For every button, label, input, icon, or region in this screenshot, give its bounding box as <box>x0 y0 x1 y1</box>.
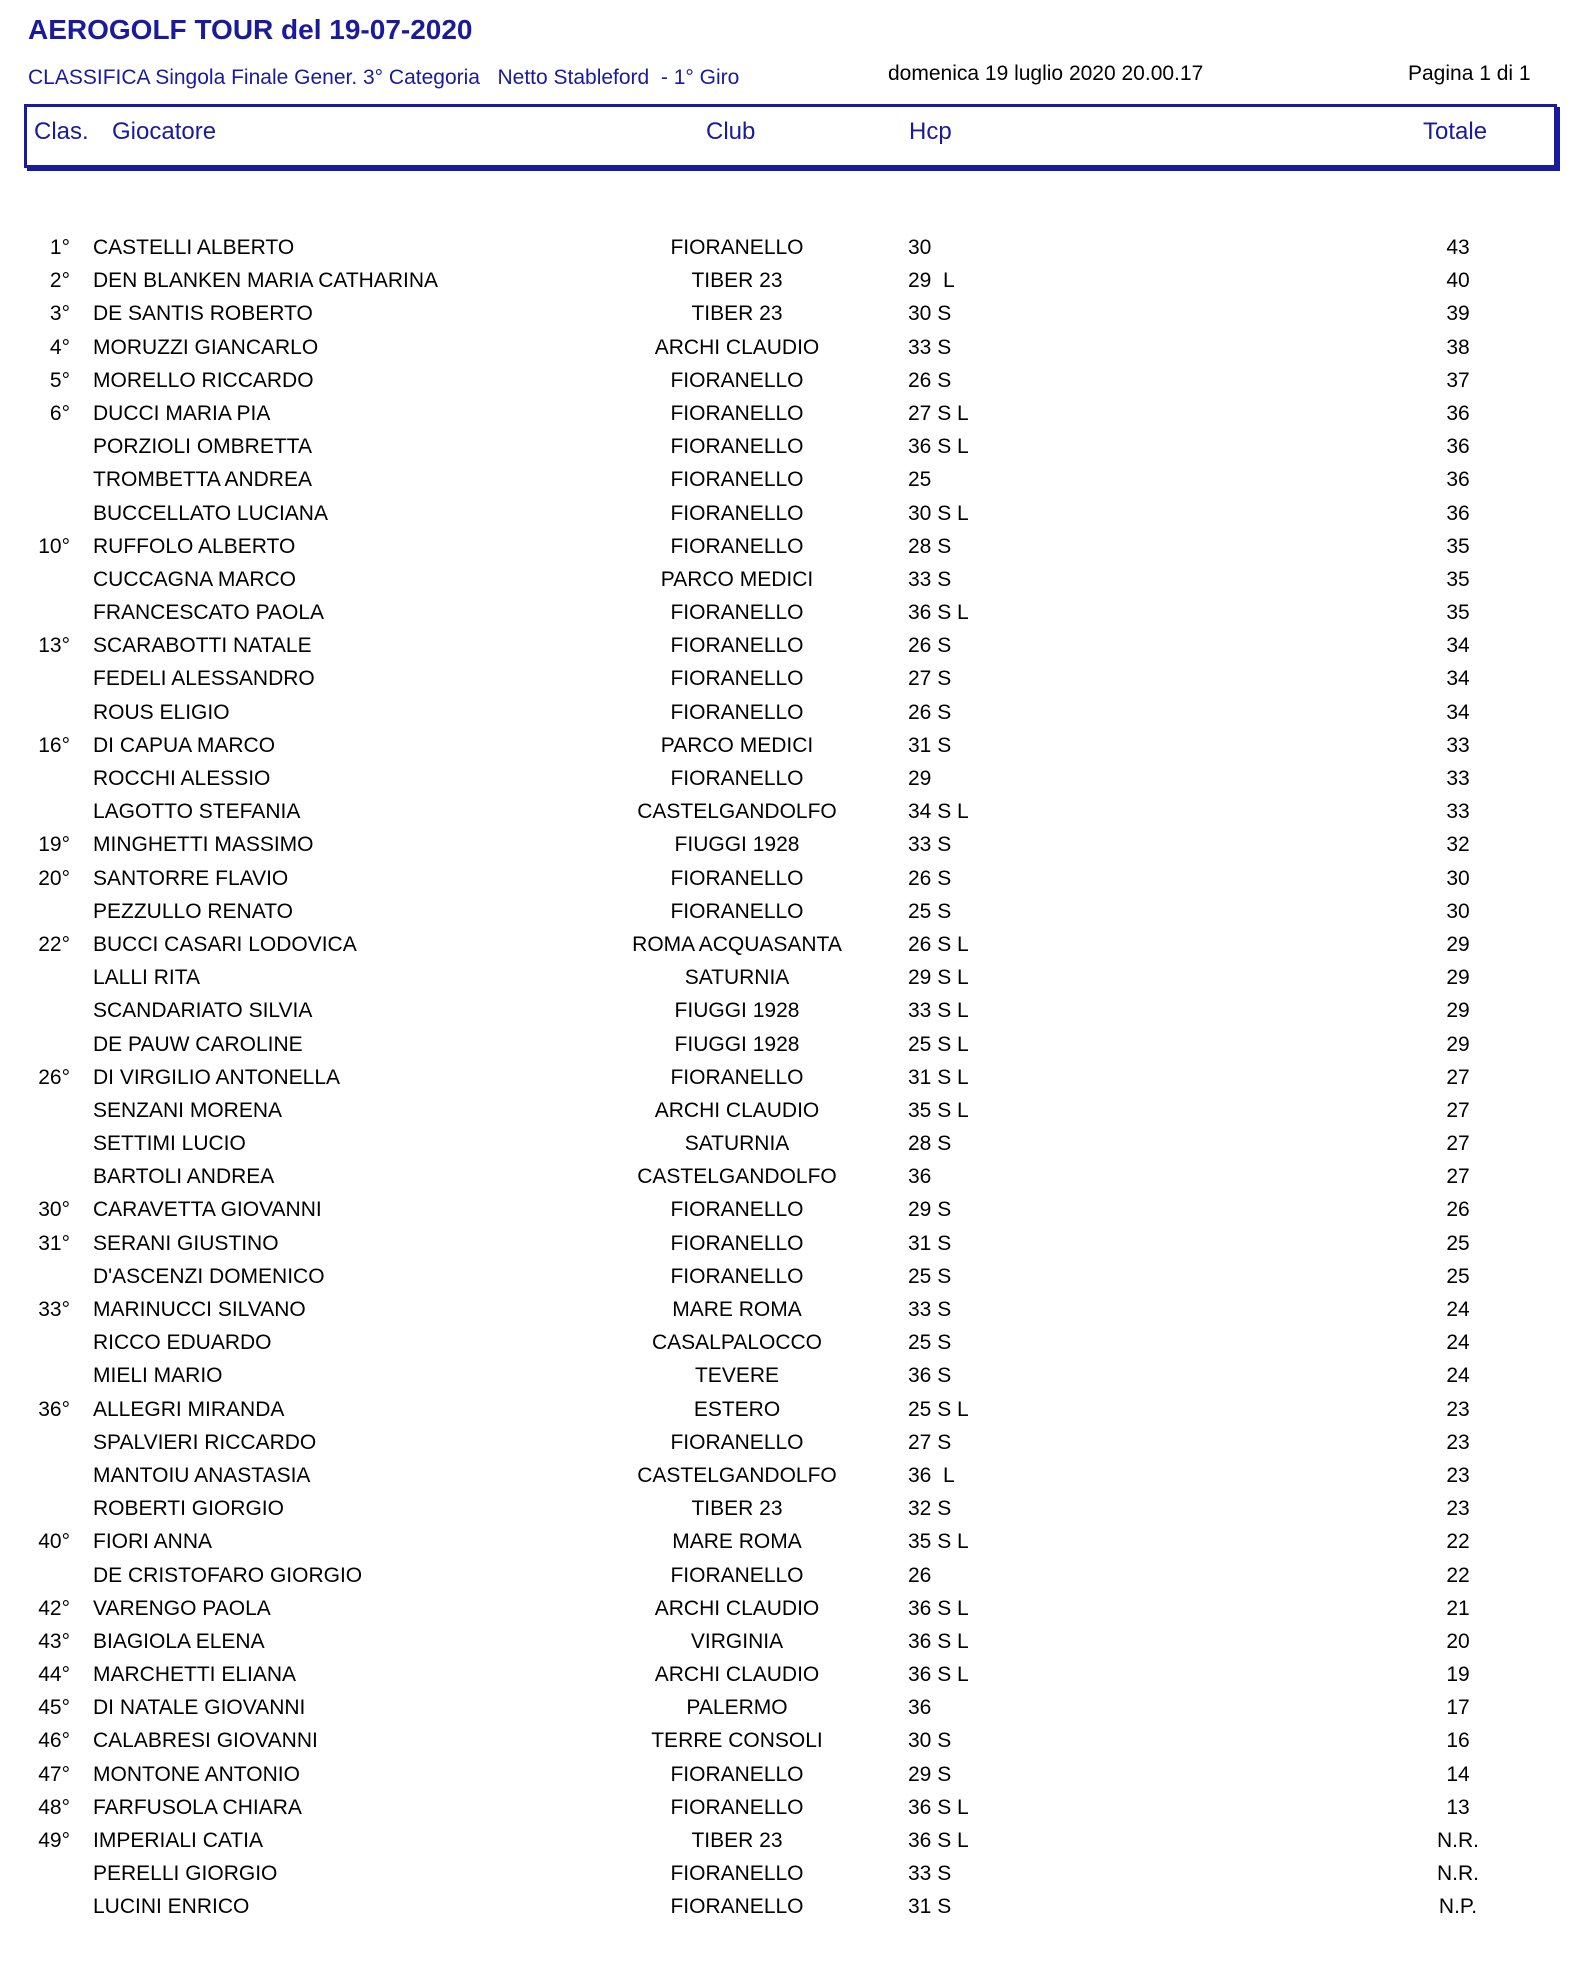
table-row <box>0 896 1579 929</box>
total-cell: 29 <box>1446 999 1470 1023</box>
player-name-cell: ALLEGRI MIRANDA <box>93 1397 285 1421</box>
hcp-cell: 26 S L <box>908 932 969 956</box>
club-cell: ROMA ACQUASANTA <box>632 932 842 956</box>
rank-cell: 13° <box>38 634 70 658</box>
player-name-cell: DE PAUW CAROLINE <box>93 1032 303 1056</box>
player-name-cell: RICCO EDUARDO <box>93 1331 272 1355</box>
total-cell: 38 <box>1446 335 1470 359</box>
total-cell: 24 <box>1446 1331 1470 1355</box>
rank-cell: 6° <box>49 401 70 425</box>
table-row <box>0 1792 1579 1825</box>
club-cell: ESTERO <box>693 1397 781 1421</box>
table-row <box>0 697 1579 730</box>
total-cell: 36 <box>1446 468 1470 492</box>
hcp-cell: 36 S <box>908 1364 952 1388</box>
player-name-cell: RUFFOLO ALBERTO <box>93 534 296 558</box>
player-name-cell: MIELI MARIO <box>93 1364 223 1388</box>
table-row <box>0 1128 1579 1161</box>
rank-cell: 42° <box>38 1596 70 1620</box>
table-row <box>0 1360 1579 1393</box>
total-cell: 29 <box>1446 1032 1470 1056</box>
club-cell: MARE ROMA <box>672 1530 802 1554</box>
hcp-cell: 28 S <box>908 534 952 558</box>
hcp-cell: 30 <box>908 236 932 259</box>
table-row <box>0 332 1579 365</box>
hcp-cell: 36 S L <box>908 1663 969 1687</box>
total-cell: 34 <box>1446 667 1470 691</box>
table-row <box>0 265 1579 298</box>
club-cell: SATURNIA <box>684 1132 790 1156</box>
player-name-cell: DUCCI MARIA PIA <box>93 401 271 425</box>
club-cell: FIORANELLO <box>670 866 804 890</box>
club-cell: FIORANELLO <box>670 435 804 459</box>
player-name-cell: FRANCESCATO PAOLA <box>93 601 325 625</box>
club-cell: FIORANELLO <box>670 401 804 425</box>
hcp-cell: 36 S L <box>908 1629 969 1653</box>
hcp-cell: 25 S <box>908 899 952 923</box>
table-row <box>0 1626 1579 1659</box>
column-header-box <box>24 104 1557 168</box>
club-cell: FIORANELLO <box>670 767 804 790</box>
player-name-cell: ROBERTI GIORGIO <box>93 1497 284 1521</box>
table-row <box>0 1493 1579 1526</box>
table-row <box>0 1161 1579 1194</box>
hcp-cell: 33 S <box>908 335 952 359</box>
player-name-cell: BUCCELLATO LUCIANA <box>93 501 328 525</box>
hcp-cell: 36 S L <box>908 1795 969 1819</box>
player-name-cell: MONTONE ANTONIO <box>93 1762 300 1786</box>
player-name-cell: PERELLI GIORGIO <box>93 1862 278 1886</box>
club-cell: ARCHI CLAUDIO <box>654 1098 820 1122</box>
player-name-cell: D'ASCENZI DOMENICO <box>93 1264 325 1288</box>
table-row <box>0 1062 1579 1095</box>
table-row <box>0 398 1579 431</box>
table-row <box>0 1659 1579 1692</box>
hcp-cell: 34 S L <box>908 800 969 824</box>
player-name-cell: SETTIMI LUCIO <box>93 1132 246 1156</box>
table-row <box>0 1725 1579 1758</box>
table-row <box>0 1460 1579 1493</box>
table-row <box>0 962 1579 995</box>
player-name-cell: IMPERIALI CATIA <box>93 1829 263 1852</box>
total-cell: 40 <box>1446 269 1470 293</box>
rank-cell: 19° <box>38 833 70 857</box>
hcp-cell: 36 S L <box>908 601 969 625</box>
player-name-cell: MARCHETTI ELIANA <box>93 1663 297 1687</box>
total-cell: 34 <box>1446 634 1470 658</box>
hcp-cell: 33 S L <box>908 999 969 1023</box>
hcp-cell: 26 <box>908 1563 932 1587</box>
club-cell: PALERMO <box>686 1696 788 1720</box>
total-cell: 23 <box>1446 1497 1470 1521</box>
document-date: domenica 19 luglio 2020 20.00.17 <box>888 62 1204 85</box>
player-name-cell: LALLI RITA <box>93 966 200 990</box>
rank-cell: 1° <box>49 236 70 259</box>
club-cell: FIORANELLO <box>670 601 804 625</box>
player-name-cell: ROUS ELIGIO <box>93 700 230 724</box>
page-number: Pagina 1 di 1 <box>1408 62 1531 85</box>
total-cell: 14 <box>1446 1762 1470 1786</box>
total-cell: 36 <box>1446 435 1470 459</box>
player-name-cell: SCARABOTTI NATALE <box>93 634 312 658</box>
hcp-cell: 36 <box>908 1165 932 1189</box>
club-cell: FIORANELLO <box>670 468 804 492</box>
column-header-club: Club <box>706 118 756 145</box>
total-cell: 29 <box>1446 966 1470 990</box>
hcp-cell: 29 S <box>908 1198 952 1222</box>
hcp-cell: 36 S L <box>908 1829 969 1852</box>
hcp-cell: 31 S <box>908 1895 952 1919</box>
table-row <box>0 1194 1579 1227</box>
total-cell: N.R. <box>1437 1862 1479 1886</box>
hcp-cell: 26 S <box>908 700 952 724</box>
club-cell: FIORANELLO <box>670 1264 804 1288</box>
table-row <box>0 796 1579 829</box>
hcp-cell: 35 S L <box>908 1530 969 1554</box>
table-row <box>0 464 1579 497</box>
hcp-cell: 26 S <box>908 368 952 392</box>
club-cell: FIORANELLO <box>670 1862 804 1886</box>
hcp-cell: 33 S <box>908 1862 952 1886</box>
club-cell: ARCHI CLAUDIO <box>654 1596 820 1620</box>
total-cell: 39 <box>1446 302 1470 326</box>
table-row <box>0 929 1579 962</box>
player-name-cell: MORUZZI GIANCARLO <box>93 335 319 359</box>
total-cell: 25 <box>1446 1264 1470 1288</box>
hcp-cell: 36 S L <box>908 435 969 459</box>
player-name-cell: MINGHETTI MASSIMO <box>93 833 314 857</box>
player-name-cell: VARENGO PAOLA <box>93 1596 271 1620</box>
player-name-cell: PORZIOLI OMBRETTA <box>93 435 312 459</box>
hcp-cell: 31 S L <box>908 1065 969 1089</box>
club-cell: FIORANELLO <box>670 1430 804 1454</box>
player-name-cell: MORELLO RICCARDO <box>93 368 314 392</box>
player-name-cell: ROCCHI ALESSIO <box>93 767 271 790</box>
player-name-cell: DE SANTIS ROBERTO <box>93 302 313 326</box>
hcp-cell: 29 S <box>908 1762 952 1786</box>
club-cell: FIORANELLO <box>670 634 804 658</box>
total-cell: 30 <box>1446 899 1470 923</box>
total-cell: 20 <box>1446 1629 1470 1653</box>
total-cell: 43 <box>1446 236 1470 259</box>
rank-cell: 46° <box>38 1729 70 1753</box>
table-row <box>0 1759 1579 1792</box>
club-cell: FIORANELLO <box>670 1563 804 1587</box>
player-name-cell: LAGOTTO STEFANIA <box>93 800 301 824</box>
table-row <box>0 1029 1579 1062</box>
hcp-cell: 33 S <box>908 567 952 591</box>
total-cell: 27 <box>1446 1065 1470 1089</box>
rank-cell: 31° <box>38 1231 70 1255</box>
total-cell: 32 <box>1446 833 1470 857</box>
club-cell: FIORANELLO <box>670 1795 804 1819</box>
club-cell: FIORANELLO <box>670 1198 804 1222</box>
hcp-cell: 27 S <box>908 1430 952 1454</box>
club-cell: TERRE CONSOLI <box>651 1729 823 1753</box>
hcp-cell: 29 L <box>908 269 955 293</box>
total-cell: 37 <box>1446 368 1470 392</box>
total-cell: 13 <box>1446 1795 1470 1819</box>
hcp-cell: 33 S <box>908 1298 952 1321</box>
total-cell: 34 <box>1446 700 1470 724</box>
hcp-cell: 25 S <box>908 1331 952 1355</box>
rank-cell: 45° <box>38 1696 70 1720</box>
club-cell: ARCHI CLAUDIO <box>654 1663 820 1687</box>
rank-cell: 36° <box>38 1397 70 1421</box>
table-row <box>0 498 1579 531</box>
player-name-cell: SPALVIERI RICCARDO <box>93 1430 317 1454</box>
table-row <box>0 298 1579 331</box>
rank-cell: 48° <box>38 1795 70 1819</box>
table-row <box>0 1560 1579 1593</box>
table-row <box>0 1692 1579 1725</box>
table-row <box>0 1327 1579 1360</box>
table-row <box>0 597 1579 630</box>
hcp-cell: 30 S <box>908 302 952 326</box>
player-name-cell: CARAVETTA GIOVANNI <box>93 1198 322 1222</box>
table-row <box>0 863 1579 896</box>
hcp-cell: 31 S <box>908 1231 952 1255</box>
club-cell: SATURNIA <box>684 966 790 990</box>
club-cell: CASTELGANDOLFO <box>637 1165 837 1189</box>
hcp-cell: 25 <box>908 468 932 492</box>
total-cell: 36 <box>1446 401 1470 425</box>
club-cell: FIUGGI 1928 <box>674 833 800 857</box>
table-row <box>0 232 1579 265</box>
rank-cell: 5° <box>49 368 70 392</box>
hcp-cell: 32 S <box>908 1497 952 1521</box>
document-title: AEROGOLF TOUR del 19-07-2020 <box>28 14 473 45</box>
rank-cell: 20° <box>38 866 70 890</box>
total-cell: 22 <box>1446 1530 1470 1554</box>
player-name-cell: BARTOLI ANDREA <box>93 1165 275 1189</box>
club-cell: FIORANELLO <box>670 667 804 691</box>
rank-cell: 3° <box>49 302 70 326</box>
rank-cell: 2° <box>49 269 70 293</box>
player-name-cell: DI VIRGILIO ANTONELLA <box>93 1065 341 1089</box>
player-name-cell: CALABRESI GIOVANNI <box>93 1729 318 1753</box>
player-name-cell: CASTELLI ALBERTO <box>93 236 295 259</box>
club-cell: TIBER 23 <box>691 1497 783 1521</box>
club-cell: FIORANELLO <box>670 700 804 724</box>
table-row <box>0 1593 1579 1626</box>
rank-cell: 10° <box>38 534 70 558</box>
table-row <box>0 1825 1579 1858</box>
total-cell: 22 <box>1446 1563 1470 1587</box>
column-header-hcp: Hcp <box>909 118 952 145</box>
table-row <box>0 1394 1579 1427</box>
player-name-cell: BIAGIOLA ELENA <box>93 1629 265 1653</box>
total-cell: 35 <box>1446 601 1470 625</box>
club-cell: FIORANELLO <box>670 236 804 259</box>
total-cell: 35 <box>1446 534 1470 558</box>
total-cell: 33 <box>1446 767 1470 790</box>
table-row <box>0 431 1579 464</box>
document-subtitle: CLASSIFICA Singola Finale Gener. 3° Categoria Netto Stableford - 1° Giro <box>28 66 740 89</box>
hcp-cell: 31 S <box>908 733 952 757</box>
total-cell: 29 <box>1446 932 1470 956</box>
total-cell: 36 <box>1446 501 1470 525</box>
hcp-cell: 29 S L <box>908 966 969 990</box>
hcp-cell: 28 S <box>908 1132 952 1156</box>
rank-cell: 43° <box>38 1629 70 1653</box>
total-cell: 17 <box>1446 1696 1470 1720</box>
rank-cell: 40° <box>38 1530 70 1554</box>
total-cell: 24 <box>1446 1364 1470 1388</box>
rank-cell: 33° <box>38 1298 70 1321</box>
total-cell: 30 <box>1446 866 1470 890</box>
club-cell: FIORANELLO <box>670 368 804 392</box>
table-row <box>0 763 1579 796</box>
hcp-cell: 26 S <box>908 634 952 658</box>
total-cell: 23 <box>1446 1430 1470 1454</box>
table-row <box>0 365 1579 398</box>
player-name-cell: MANTOIU ANASTASIA <box>93 1463 311 1487</box>
club-cell: PARCO MEDICI <box>660 733 814 757</box>
club-cell: ARCHI CLAUDIO <box>654 335 820 359</box>
total-cell: N.P. <box>1438 1895 1478 1919</box>
ranking-table <box>0 232 1579 1925</box>
hcp-cell: 27 S L <box>908 401 969 425</box>
table-row <box>0 1228 1579 1261</box>
player-name-cell: CUCCAGNA MARCO <box>93 567 297 591</box>
rank-cell: 44° <box>38 1663 70 1687</box>
hcp-cell: 36 <box>908 1696 932 1720</box>
table-row <box>0 1261 1579 1294</box>
hcp-cell: 25 S L <box>908 1032 969 1056</box>
column-header-totale: Totale <box>1423 118 1488 145</box>
total-cell: 35 <box>1446 567 1470 591</box>
club-cell: TIBER 23 <box>691 269 783 293</box>
total-cell: 23 <box>1446 1397 1470 1421</box>
club-cell: FIORANELLO <box>670 1065 804 1089</box>
rank-cell: 30° <box>38 1198 70 1222</box>
rank-cell: 26° <box>38 1065 70 1089</box>
total-cell: 27 <box>1446 1165 1470 1189</box>
hcp-cell: 36 L <box>908 1463 955 1487</box>
club-cell: CASALPALOCCO <box>652 1331 822 1355</box>
player-name-cell: MARINUCCI SILVANO <box>93 1298 306 1321</box>
player-name-cell: LUCINI ENRICO <box>93 1895 250 1919</box>
hcp-cell: 30 S L <box>908 501 969 525</box>
club-cell: FIORANELLO <box>670 501 804 525</box>
table-row <box>0 564 1579 597</box>
club-cell: CASTELGANDOLFO <box>637 1463 837 1487</box>
club-cell: FIORANELLO <box>670 1231 804 1255</box>
club-cell: MARE ROMA <box>672 1298 802 1321</box>
player-name-cell: FIORI ANNA <box>93 1530 213 1554</box>
hcp-cell: 33 S <box>908 833 952 857</box>
player-name-cell: DI NATALE GIOVANNI <box>93 1696 306 1720</box>
player-name-cell: SANTORRE FLAVIO <box>93 866 289 890</box>
rank-cell: 4° <box>49 335 70 359</box>
rank-cell: 47° <box>38 1762 70 1786</box>
total-cell: 27 <box>1446 1132 1470 1156</box>
rank-cell: 16° <box>38 733 70 757</box>
column-header-clas: Clas. <box>34 118 89 145</box>
table-row <box>0 1526 1579 1559</box>
total-cell: N.R. <box>1437 1829 1479 1852</box>
club-cell: CASTELGANDOLFO <box>637 800 837 824</box>
hcp-cell: 35 S L <box>908 1098 969 1122</box>
hcp-cell: 30 S <box>908 1729 952 1753</box>
table-row <box>0 1427 1579 1460</box>
table-row <box>0 1294 1579 1327</box>
club-cell: TIBER 23 <box>691 1829 783 1852</box>
hcp-cell: 27 S <box>908 667 952 691</box>
table-row <box>0 730 1579 763</box>
total-cell: 26 <box>1446 1198 1470 1222</box>
player-name-cell: DE CRISTOFARO GIORGIO <box>93 1563 363 1587</box>
player-name-cell: PEZZULLO RENATO <box>93 899 293 923</box>
club-cell: FIORANELLO <box>670 899 804 923</box>
club-cell: FIORANELLO <box>670 1895 804 1919</box>
table-row <box>0 1095 1579 1128</box>
hcp-cell: 26 S <box>908 866 952 890</box>
total-cell: 23 <box>1446 1463 1470 1487</box>
club-cell: TIBER 23 <box>691 302 783 326</box>
player-name-cell: SENZANI MORENA <box>93 1098 283 1122</box>
club-cell: PARCO MEDICI <box>660 567 814 591</box>
player-name-cell: BUCCI CASARI LODOVICA <box>93 932 357 956</box>
player-name-cell: TROMBETTA ANDREA <box>93 468 312 492</box>
player-name-cell: DI CAPUA MARCO <box>93 733 276 757</box>
player-name-cell: FARFUSOLA CHIARA <box>93 1795 302 1819</box>
column-header-giocatore: Giocatore <box>112 118 217 145</box>
total-cell: 33 <box>1446 733 1470 757</box>
total-cell: 25 <box>1446 1231 1470 1255</box>
club-cell: FIORANELLO <box>670 534 804 558</box>
table-row <box>0 630 1579 663</box>
table-row <box>0 1891 1579 1924</box>
total-cell: 16 <box>1446 1729 1470 1753</box>
rank-cell: 49° <box>38 1829 70 1852</box>
player-name-cell: SERANI GIUSTINO <box>93 1231 279 1255</box>
club-cell: FIUGGI 1928 <box>674 1032 800 1056</box>
hcp-cell: 25 S <box>908 1264 952 1288</box>
club-cell: VIRGINIA <box>690 1629 784 1653</box>
table-row <box>0 829 1579 862</box>
player-name-cell: FEDELI ALESSANDRO <box>93 667 315 691</box>
total-cell: 21 <box>1446 1596 1470 1620</box>
club-cell: TEVERE <box>694 1364 780 1388</box>
club-cell: FIUGGI 1928 <box>674 999 800 1023</box>
hcp-cell: 25 S L <box>908 1397 969 1421</box>
table-row <box>0 531 1579 564</box>
rank-cell: 22° <box>38 932 70 956</box>
total-cell: 33 <box>1446 800 1470 824</box>
total-cell: 24 <box>1446 1298 1470 1321</box>
player-name-cell: DEN BLANKEN MARIA CATHARINA <box>93 269 439 293</box>
table-row <box>0 1858 1579 1891</box>
table-row <box>0 663 1579 696</box>
hcp-cell: 36 S L <box>908 1596 969 1620</box>
hcp-cell: 29 <box>908 767 932 790</box>
table-row <box>0 995 1579 1028</box>
club-cell: FIORANELLO <box>670 1762 804 1786</box>
total-cell: 19 <box>1446 1663 1470 1687</box>
total-cell: 27 <box>1446 1098 1470 1122</box>
player-name-cell: SCANDARIATO SILVIA <box>93 999 313 1023</box>
